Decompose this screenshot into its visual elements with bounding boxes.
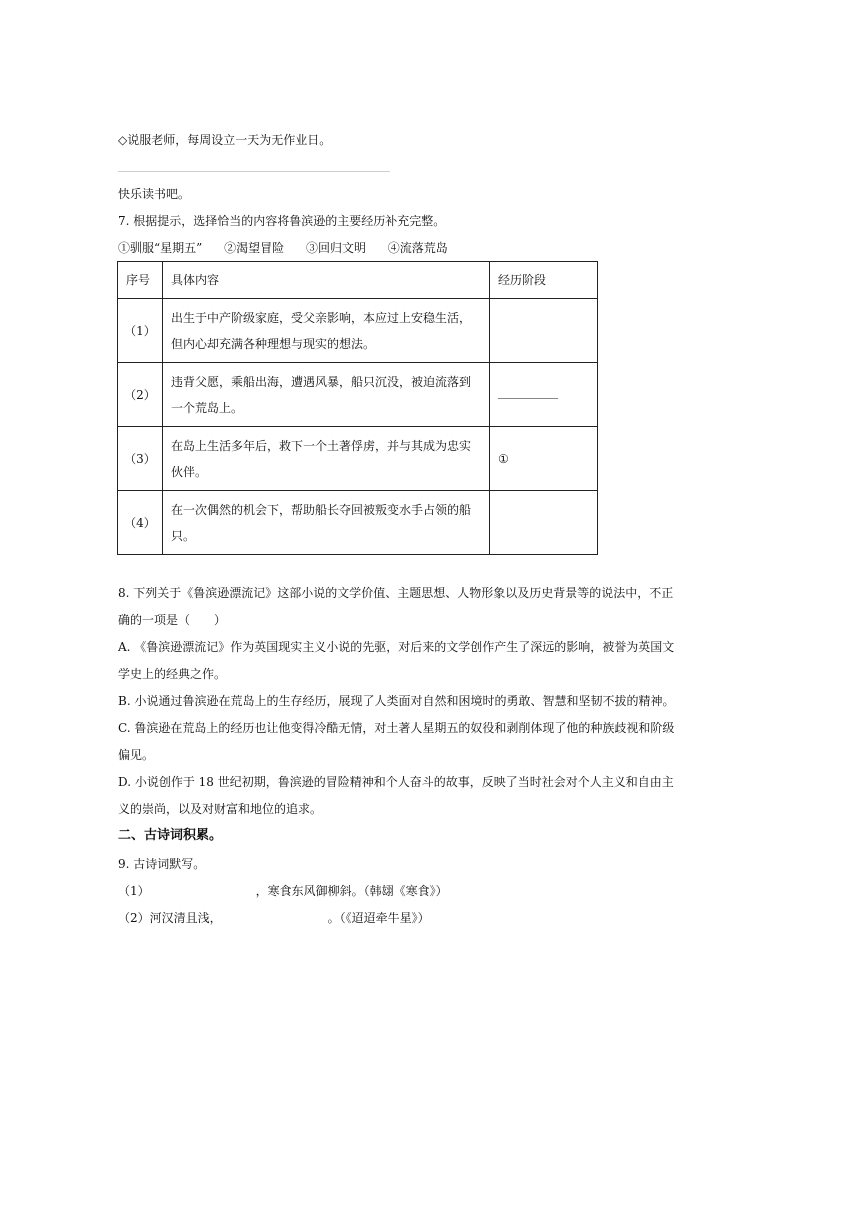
q8-option-a-1[interactable]: A. 《鲁滨逊漂流记》作为英国现实主义小说的先驱，对后来的文学创作产生了深远的影响，被誉为英国文: [118, 640, 675, 654]
section2-heading: 二、古诗词积累。: [118, 828, 223, 843]
table-header-row: [118, 262, 598, 299]
table-row: [118, 363, 598, 427]
row-num: （2）: [118, 363, 163, 427]
header-stage: 经历阶段: [490, 262, 598, 299]
q8-prompt-2: 确的一项是（ ）: [118, 613, 227, 627]
q9-item-2-tail: 。（《迢迢牵牛星》）: [327, 911, 430, 925]
q8-option-d-2: 义的崇尚，以及对财富和地位的追求。: [118, 802, 323, 816]
q8-option-d-1[interactable]: D. 小说创作于 18 世纪初期，鲁滨逊的冒险精神和个人奋斗的故事，反映了当时社会对个人主义和自由主: [118, 775, 674, 789]
q7-option-2: ②渴望冒险: [224, 241, 285, 255]
q8-option-a-2: 学史上的经典之作。: [118, 667, 227, 681]
section-reading: 快乐读书吧。: [118, 187, 191, 201]
row-content: 在岛上生活多年后，救下一个土著俘虏，并与其成为忠实伙伴。: [163, 427, 490, 491]
row-content: 违背父愿，乘船出海，遭遇风暴，船只沉没，被迫流落到一个荒岛上。: [163, 363, 490, 427]
divider: [118, 171, 390, 172]
q8-prompt-1: 8. 下列关于《鲁滨逊漂流记》这部小说的文学价值、主题思想、人物形象以及历史背景等的说法中，不正: [118, 586, 674, 600]
row-num: （1）: [118, 299, 163, 363]
row-stage-answer[interactable]: [490, 363, 598, 427]
row-num: （3）: [118, 427, 163, 491]
row-stage-answer[interactable]: [490, 299, 598, 363]
q9-item-1: [118, 883, 448, 899]
q8-option-c-1[interactable]: C. 鲁滨逊在荒岛上的经历也让他变得冷酷无情，对土著人星期五的奴役和剥削体现了他的种族歧视和阶级: [118, 721, 675, 735]
q9-item-2: [118, 910, 430, 926]
q9-item-2-text: （2）河汉清且浅，: [118, 911, 222, 925]
q9-item-1-text: ，寒食东风御柳斜。（韩翃《寒食》）: [255, 884, 448, 898]
q7-option-1: ①驯服“星期五”: [118, 241, 203, 255]
table-row: [118, 427, 598, 491]
table-row: [118, 299, 598, 363]
header-num: 序号: [118, 262, 163, 299]
row-stage-answer[interactable]: [490, 491, 598, 555]
q9-prompt: 9. 古诗词默写。: [118, 857, 206, 871]
q9-item-1-num: （1）: [118, 884, 150, 898]
table-row: [118, 491, 598, 555]
intro-line: ◇说服老师，每周设立一天为无作业日。: [118, 133, 332, 147]
row-num: （4）: [118, 491, 163, 555]
header-content: 具体内容: [163, 262, 490, 299]
answer-blank[interactable]: [498, 388, 558, 399]
row-content: 在一次偶然的机会下，帮助船长夺回被叛变水手占领的船只。: [163, 491, 490, 555]
q8-option-b[interactable]: B. 小说通过鲁滨逊在荒岛上的生存经历，展现了人类面对自然和困境时的勇敢、智慧和坚韧不拔的精神。: [118, 694, 675, 708]
q7-option-4: ④流落荒岛: [387, 241, 448, 255]
row-content: 出生于中产阶级家庭，受父亲影响，本应过上安稳生活，但内心却充满各种理想与现实的想法。: [163, 299, 490, 363]
q7-prompt: 7. 根据提示，选择恰当的内容将鲁滨逊的主要经历补充完整。: [118, 214, 446, 228]
q7-options: [118, 240, 466, 256]
experience-table: [117, 261, 598, 555]
q8-option-c-2: 偏见。: [118, 748, 155, 762]
row-stage-answer[interactable]: ①: [490, 427, 598, 491]
q7-option-3: ③回归文明: [305, 241, 366, 255]
